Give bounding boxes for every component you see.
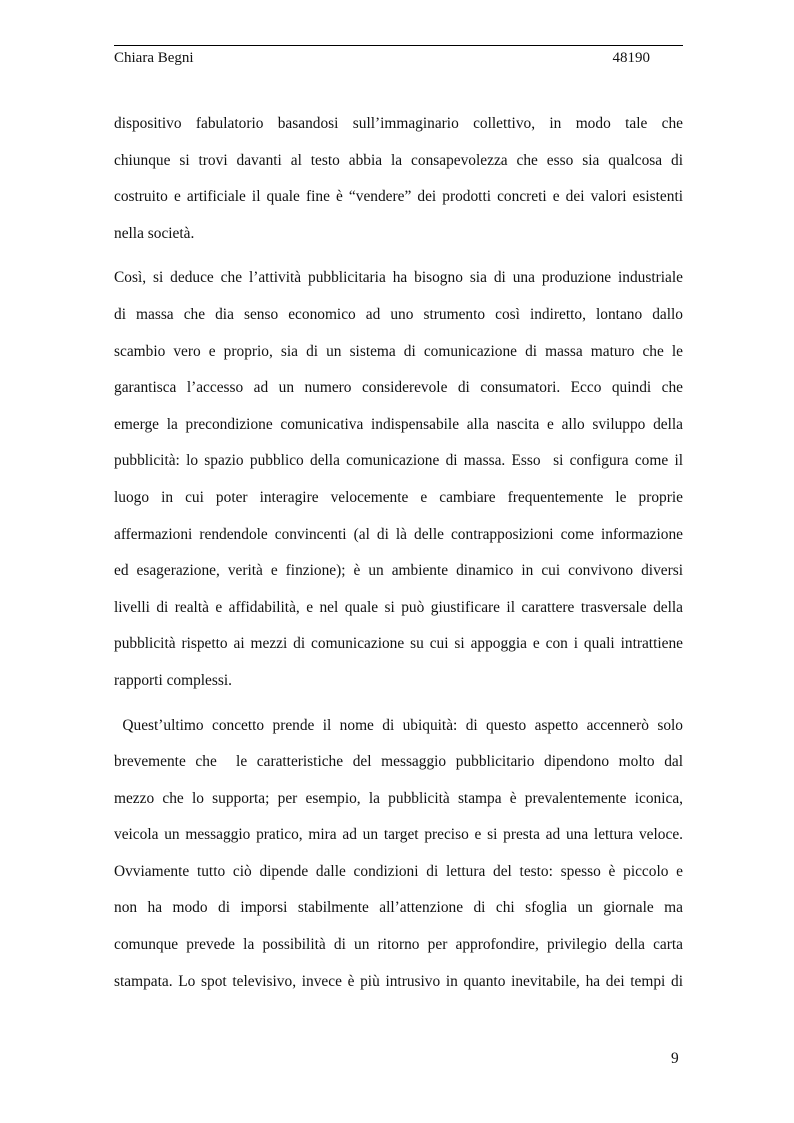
text-line: veicola un messaggio pratico, mira ad un target preciso e si presta ad una lettura veloce. <box>114 826 683 844</box>
text-line: pubblicità rispetto ai mezzi di comunicazione su cui si appoggia e con i quali intrattiene <box>114 635 683 653</box>
page-number: 9 <box>671 1050 679 1067</box>
text-line: Così, si deduce che l’attività pubblicitaria ha bisogno sia di una produzione industriale <box>114 269 683 287</box>
text-line: costruito e artificiale il quale fine è “vendere” dei prodotti concreti e dei valori esistenti <box>114 188 683 206</box>
text-line: scambio vero e proprio, sia di un sistema di comunicazione di massa maturo che le <box>114 342 683 360</box>
header-rule <box>114 45 683 46</box>
text-line: chiunque si trovi davanti al testo abbia la consapevolezza che esso sia qualcosa di <box>114 151 683 169</box>
header-student-id: 48190 <box>612 50 650 66</box>
text-line: comunque prevede la possibilità di un ritorno per approfondire, privilegio della carta <box>114 936 683 954</box>
text-line: rapporti complessi. <box>114 671 232 689</box>
body-text <box>114 106 683 1000</box>
text-line: garantisca l’accesso ad un numero considerevole di consumatori. Ecco quindi che <box>114 379 683 397</box>
text-line: di massa che dia senso economico ad uno strumento così indiretto, lontano dallo <box>114 305 683 323</box>
text-line: brevemente che le caratteristiche del messaggio pubblicitario dipendono molto dal <box>114 753 683 771</box>
text-line: stampata. Lo spot televisivo, invece è più intrusivo in quanto inevitabile, ha dei tempi di <box>114 972 683 990</box>
text-line: ed esagerazione, verità e finzione); è un ambiente dinamico in cui convivono diversi <box>114 562 683 580</box>
text-line: mezzo che lo supporta; per esempio, la pubblicità stampa è prevalentemente iconica, <box>114 789 683 807</box>
paragraph-gap <box>114 700 683 708</box>
paragraph-gap <box>114 252 683 260</box>
text-line: non ha modo di imporsi stabilmente all’attenzione di chi sfoglia un giornale ma <box>114 899 683 917</box>
text-line: dispositivo fabulatorio basandosi sull’immaginario collettivo, in modo tale che <box>114 115 683 132</box>
text-line: livelli di realtà e affidabilità, e nel quale si può giustificare il carattere trasversale della <box>114 598 683 616</box>
text-line: emerge la precondizione comunicativa indispensabile alla nascita e allo sviluppo della <box>114 415 683 433</box>
text-line: Ovviamente tutto ciò dipende dalle condizioni di lettura del testo: spesso è piccolo e <box>114 862 683 880</box>
text-line: pubblicità: lo spazio pubblico della comunicazione di massa. Esso si configura come il <box>114 452 683 470</box>
text-line: affermazioni rendendole convincenti (al di là delle contrapposizioni come informazione <box>114 525 683 543</box>
paragraph-3 <box>114 708 683 1001</box>
text-line: nella società. <box>114 224 195 242</box>
text-line: luogo in cui poter interagire velocemente e cambiare frequentemente le proprie <box>114 488 683 506</box>
paragraph-2 <box>114 260 683 699</box>
text-line: Quest’ultimo concetto prende il nome di ubiquità: di questo aspetto accennerò solo <box>114 716 683 734</box>
paragraph-1 <box>114 106 683 252</box>
page-header <box>114 0 683 68</box>
header-author: Chiara Begni <box>114 50 194 66</box>
